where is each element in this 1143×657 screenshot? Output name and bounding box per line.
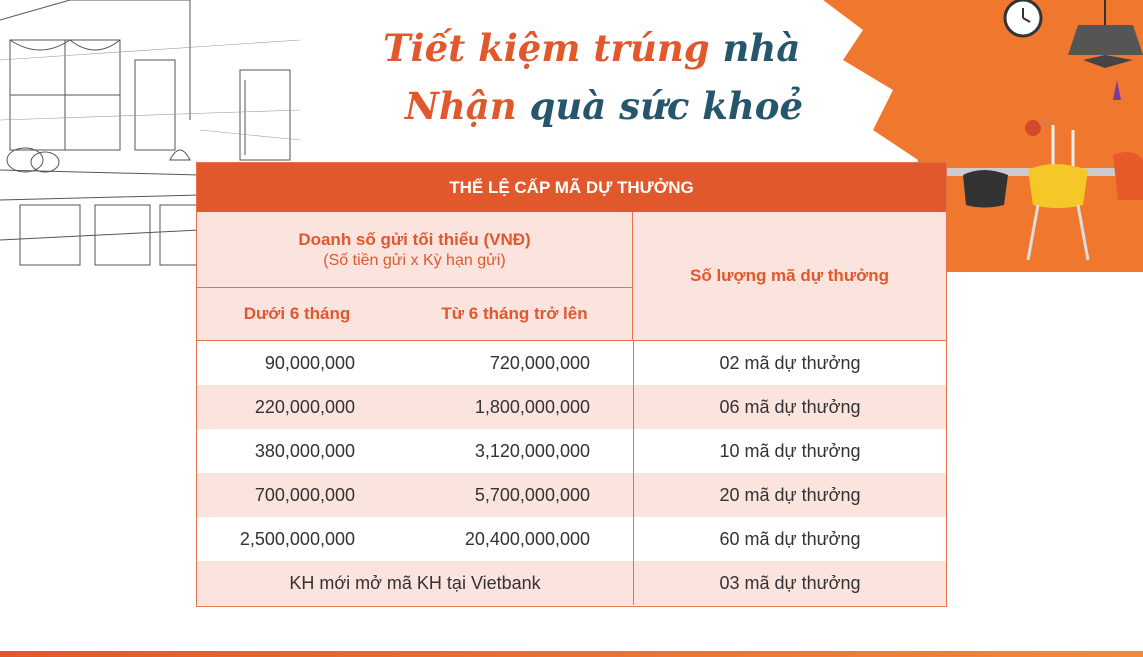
cell-6-months-plus: 3,120,000,000 — [474, 440, 590, 461]
header-6-months-plus: Từ 6 tháng trở lên — [397, 288, 633, 340]
table-row — [197, 341, 946, 385]
table-row — [197, 385, 946, 429]
header-under-6-months: Dưới 6 tháng — [197, 288, 397, 340]
cell-under-6-months: 90,000,000 — [264, 352, 355, 373]
table-row — [197, 517, 946, 561]
headline-line-1-part-b: nhà — [722, 26, 801, 70]
headline-line-2-part-a: Nhận — [405, 84, 530, 128]
cell-prize-codes: 60 mã dự thưởng — [633, 517, 946, 561]
headline-line-1 — [383, 26, 800, 70]
cell-prize-codes: 03 mã dự thưởng — [633, 561, 946, 605]
cell-under-6-months: 220,000,000 — [254, 396, 355, 417]
headline-line-2 — [405, 84, 803, 128]
header-prize-code-count: Số lượng mã dự thưởng — [633, 212, 946, 340]
minimum-deposit-header-label: Doanh số gửi tối thiểu (VNĐ) — [298, 229, 531, 249]
table-row-new-customer — [197, 561, 946, 605]
cell-prize-codes: 20 mã dự thưởng — [633, 473, 946, 517]
cell-6-months-plus: 1,800,000,000 — [474, 396, 590, 417]
cell-prize-codes: 02 mã dự thưởng — [633, 341, 946, 385]
campaign-headline — [355, 14, 804, 144]
cell-6-months-plus: 5,700,000,000 — [474, 484, 590, 505]
cell-prize-codes: 10 mã dự thưởng — [633, 429, 946, 473]
table-title: THỂ LỆ CẤP MÃ DỰ THƯỞNG — [197, 163, 946, 212]
cell-under-6-months: 700,000,000 — [254, 484, 355, 505]
table-row — [197, 473, 946, 517]
cell-prize-codes: 06 mã dự thưởng — [633, 385, 946, 429]
cell-6-months-plus: 720,000,000 — [489, 352, 590, 373]
cell-6-months-plus: 20,400,000,000 — [464, 528, 590, 549]
bottom-accent-bar — [0, 651, 1143, 657]
prize-code-rules-table — [196, 162, 947, 607]
cell-under-6-months: 380,000,000 — [254, 440, 355, 461]
minimum-deposit-header-note: (Số tiền gửi x Kỳ hạn gửi) — [323, 251, 506, 269]
cell-new-customer-label: KH mới mở mã KH tại Vietbank — [289, 572, 541, 593]
headline-line-2-part-b: quà sức khoẻ — [529, 84, 804, 128]
minimum-deposit-header — [197, 212, 633, 288]
cell-under-6-months: 2,500,000,000 — [239, 528, 355, 549]
headline-line-1-part-a: Tiết kiệm trúng — [383, 26, 723, 70]
table-row — [197, 429, 946, 473]
